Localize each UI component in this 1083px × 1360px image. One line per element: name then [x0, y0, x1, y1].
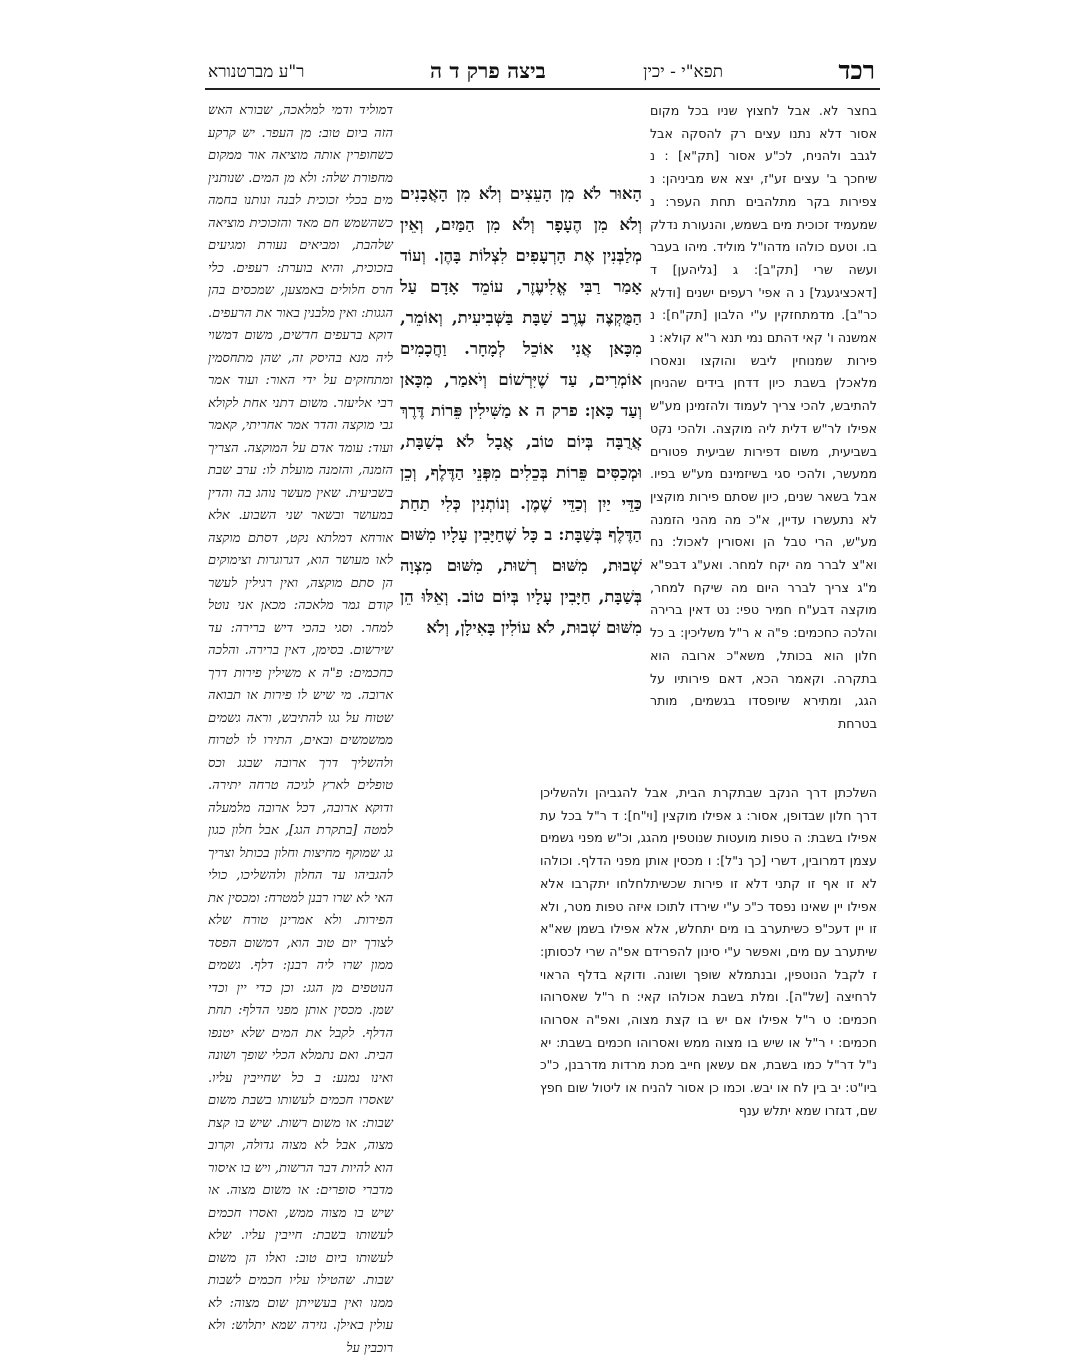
page-title: ביצה פרק ד ה — [430, 58, 546, 83]
tiferet-commentary-text: בחצר לא. אבל לחצוץ שניו בכל מקום אסור דלא נתנו עצים רק להסקה אבל לגבב ולהניח, לכ"ע אסור [תק"א] : נ שיחכך ב' עצים זע"ז, יצא אש מביניהן: נ צפירות בקר מתלהבים תחת העפר: נ שמעמיד זכוכית מים בשמש, והנעורת נדלק בו. וטעם כולהו מדהו"ל מוליד. מיהו בעבר ועשה שרי [תק"ב]: ג [גליהען] ד [דאכציגעגל] נ ה אפי' רעפים ישנים [ודלא כר"ב]. מדמתחזקין ע"י הלבון [תק"ח]: נ אמשנה ו' קאי דהתם נמי תנא ר"א קולא: נ פירות שמנוחין ליבש והוקצו ונאסרו מלאכלן בשבת כיון דדחן בידים שהניחן להתיבש, להכי צריך לעמוד ולהזמינן מע"ש אפילו לר"ש דלית ליה מוקצה. ולהכי נקט בשביעית, משום דפירות שביעית פטורים ממעשר, ולהכי סגי בשיזמינם מע"ש בפיו. אבל בשאר שנים, כיון שסתם פירות מוקצין לא נתעשרו עדיין, א"כ מה מהני הזמנה מע"ש, הרי טבל הן ואסורין לאכול: נח וא"צ לברר מה יקח למחר. ואע"ג דבפ"א מ"ג צריך לברר היום מה שיקח למחר, מוקצה דבע"ח חמיר טפי: נט דאין ברירה והלכה כחכמים: פ"ה א ר"ל משליכין: ב כל חלון הוא בכותל, משא"כ ארובה הוא בתקרה. וקאמר הכא, דאם פירותיו על הגג, ומתירא שיופסדו בגשמים, מותר בטרחת — [650, 103, 877, 731]
tiferet-commentary-column — [650, 100, 877, 780]
header-commentary-tiferet: תפא"י - יכין — [643, 62, 723, 82]
mishnah-column — [400, 178, 642, 778]
bartenura-text: דמוליד ודמי למלאכה, שבורא האש הזה ביום טוב: מן העפר. יש קרקע כשחופרין אותה מוציאה אור ממקום מחפורת שלה: ולא מן המים. שנותנין מים בכלי זכוכית לבנה ונותנו בחמה כשהשמש חם מאד והזכוכית מוציאה שלהבת, ומביאים נעורת ומגיעים בזכוכית, והיא בוערת: רעפים. כלי חרס חלולים באמצען, שמכסים בהן הגגות: ואין מלבנין באור את הרעפים. דוקא ברעפים חדשים, משום דמשוי ליה מנא בהיסק זה, שהן מתחסמין ומתחזקים על ידי האור: ועוד אמר רבי אליעזר. משום דתני אחת לקולא גבי מוקצה והדר אמר אחריתי, קאמר ועוד: עומד אדם על המוקצה. הצריך הזמנה, והזמנה מועלת לו: ערב שבת בשביעית. שאין מעשר נוהג בה והדין במעושר ובשאר שני השבוע. אלא אורחא דמלתא נקט, דסתם מוקצה לאו מעושר הוא, דגרוגרות וצימוקים הן סתם מוקצה, ואין רגילין לעשר קודם גמר מלאכה: מכאן אני נוטל למחר. וסגי בהכי דיש ברירה: עד שירשום. בסימן, דאין ברירה. והלכה כחכמים: פ"ה א משילין פירות דרך ארובה. מי שיש לו פירות או תבואה שטוח על גגו להתיבש, וראה גשמים ממשמשים ובאים, התירו לו לטרוח ולהשליך דרך ארובה שבגג וכס טופלים לארץ לגיכה טרחה יתירה. ודוקא ארובה, דכל ארובה מלמעלה למטה [בתקרת הגג], אבל חלון כגון גג שמוקף מחיצות וחלון בכותל וצריך להגביהו עד החלון ולהשליכו, כולי האי לא שרו רבנן למטרח: ומכסין את הפירות. ולא אמרינן טורח שלא לצורך יום טוב הוא, דמשום הפסד ממון שרו ליה רבנן: דלף. גשמים הנוטפים מן הגג: וכן כדי יין וכדי שמן. מכסין אותן מפני הדלף: תחת הדלף. לקבל את המים שלא יטנפו הבית. ואם נתמלא הכלי שופך ושונה ואינו נמנע: ב כל שחייבין עליו. שאסרו חכמים לעשותו בשבת משום שבות: או משום רשות. שיש בו קצת מצוה, אבל לא מצוה גדולה, וקרוב הוא להיות דבר הרשות, ויש בו איסור מדברי סופרים: או משום מצוה. או שיש בו מצוה ממש, ואסרו חכמים לעשותו בשבת: חייבין עליו. שלא לעשותו ביום טוב: ואלו הן משום שבות. שהטילו עליו חכמים לשבות ממנו ואין בעשייתן שום מצוה: לא עולין באילן. גזירה שמא יתלוש: ולא רוכבין על — [208, 103, 393, 1356]
bartenura-column — [208, 100, 393, 1356]
tiferet-commentary-continuation — [540, 782, 877, 1190]
header-rule — [205, 88, 880, 90]
tiferet-commentary-text-continued: השלכתן דרך הנקב שבתקרת הבית, אבל להגביהן ולהשליכן דרך חלון שבדופן, אסור: ג אפילו מוקצין [וי"ח]: ד ר"ל בכל עת אפילו בשבת: ה טפות מועטות שנוטפין מהגג, וכ"ש מפני גשמים עצמן דמרובין, דשרי [כך נ"ל]: ו מכסין אותן מפני הדלף. וכולהו לא זו אף זו קתני דלא זו פירות שכשיתלחלחו יתקרבו אלא אפילו יין שאינו נפסד כ"כ ע"י שירדו לתוכו איזה טפות מטר, ולא זו יין דעכ"פ כשיתערב בו מים יתחלש, אלא אפילו בשמן שא"א שיתערב עם מים, ואפשר ע"י סינון להפרידם אפ"ה שרי לכסותן: ז לקבל הנוטפין, ובנתמלא שופך ושונה. ודוקא בדלף הראוי לרחיצה [של"ה]. ומלת בשבת אכולהו קאי: ח ר"ל שאסרוהו חכמים: ט ר"ל אפילו אם יש בו קצת מצוה, ואפ"ה אסרוהו חכמים: י ר"ל או שיש בו מצוה ממש ואסרוהו חכמים בשבת: יא נ"ל דר"ל כמו בשבת, אם עשאן חייב מכת מרדות מדרבנן, כ"כ ביו"ט: יב בין לח או יבש. וכמו כן אסור להניח או ליטול שום חפץ שם, דגזרו שמא יתלש ענף — [540, 785, 877, 1118]
page-number: רכד — [838, 56, 875, 85]
mishnah-text: הָאוּר לֹא מִן הָעֵצִים וְלֹא מִן הָאֲבָנִים וְלֹא מִן הֶעָפָר וְלֹא מִן הַמַּיִם, וְאֵין מְלַבְּנִין אֶת הָרְעָפִים לִצְלוֹת בָּהֶן. וְעוֹד אָמַר רַבִּי אֱלִיעֶזֶר, עוֹמֵד אָדָם עַל הַמֻּקְצֶה עֶרֶב שַׁבָּת בַּשְּׁבִיעִית, וְאוֹמֵר, מִכָּאן אֲנִי אוֹכֵל לְמָחָר. וַחֲכָמִים אוֹמְרִים, עַד שֶׁיִּרְשׁוֹם וְיֹאמַר, מִכָּאן וְעַד כָּאן: פרק ה א מַשִּׁילִין פֵּרוֹת דֶּרֶךְ אֲרֻבָּה בְּיוֹם טוֹב, אֲבָל לֹא בְשַׁבָּת, וּמְכַסִּים פֵּרוֹת בְּכֵלִים מִפְּנֵי הַדֶּלֶף, וְכֵן כַּדֵּי יַיִן וְכַדֵּי שֶׁמֶן. וְנוֹתְנִין כְּלִי תַחַת הַדֶּלֶף בְּשַׁבָּת: ב כָּל שֶׁחַיָּבִין עָלָיו מִשּׁוּם שְׁבוּת, מִשּׁוּם רְשׁוּת, מִשּׁוּם מִצְוָה בְּשַׁבָּת, חַיָּבִין עָלָיו בְּיוֹם טוֹב. וְאֵלּוּ הֵן מִשּׁוּם שְׁבוּת, לֹא עוֹלִין בָּאִילָן, וְלֹא — [400, 184, 642, 637]
header-commentary-bartenura: ר"ע מברטנורא — [208, 62, 305, 82]
